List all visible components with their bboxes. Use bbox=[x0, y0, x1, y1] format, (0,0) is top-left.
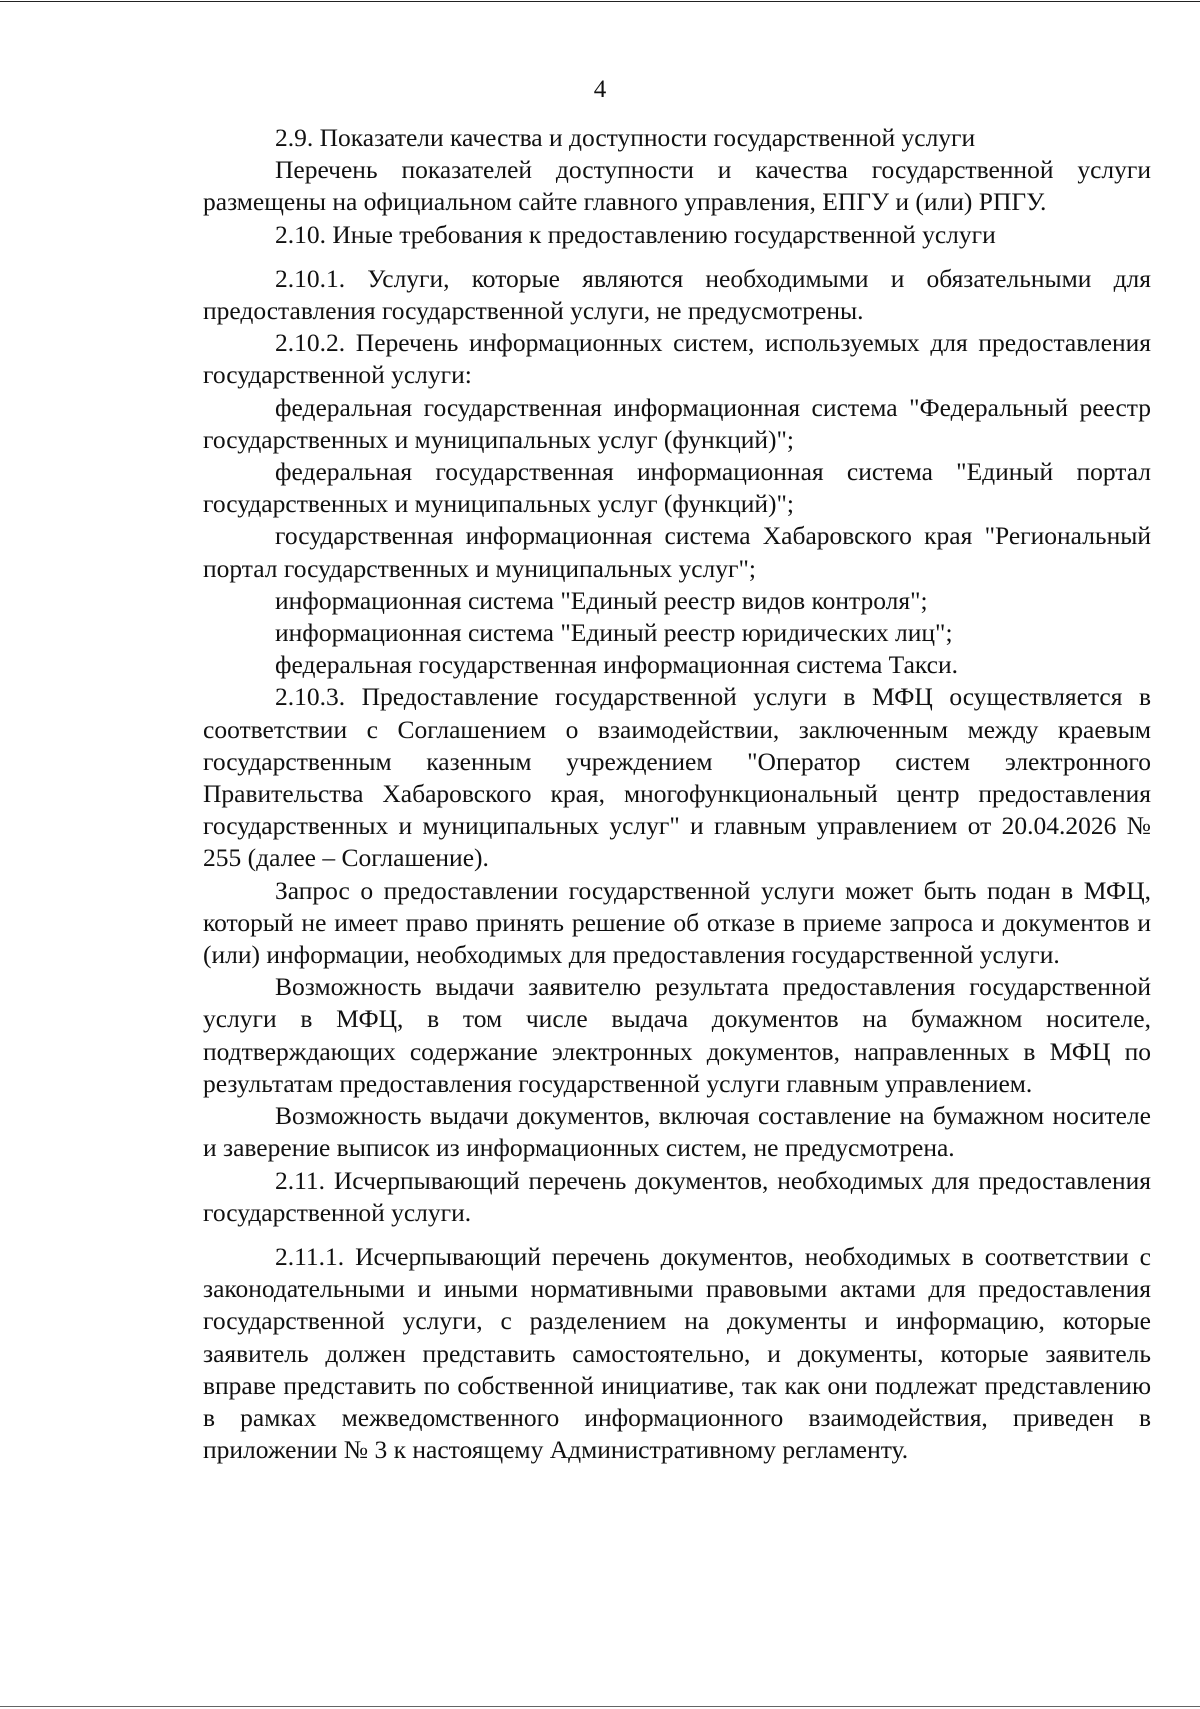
scan-edge-top bbox=[0, 1, 1200, 2]
list-item-control-registry: информационная система "Единый реестр видов контроля"; bbox=[275, 585, 928, 615]
document-body bbox=[203, 122, 1151, 1466]
scan-edge-bottom bbox=[0, 1706, 1200, 1707]
page-number: 4 bbox=[593, 76, 607, 103]
paragraph-2-10-3: 2.10.3. Предоставление государственной услуги в МФЦ осуществляется в соответствии с Соглашением о взаимодействии, заключенным между краевым государственным казенным учреждением "Оператор систем электронного Правительства Хабаровского края, многофункциональный центр предоставления государственных и муниципальных услуг" и главным управлением от 20.04.2026 № 255 (далее – Соглашение). bbox=[203, 682, 1151, 873]
paragraph-document-issuance: Возможность выдачи документов, включая составление на бумажном носителе и заверение выписок из информационных систем, не предусмотрена. bbox=[203, 1101, 1151, 1163]
paragraph-2-10-1: 2.10.1. Услуги, которые являются необходимыми и обязательными для предоставления государственной услуги, не предусмотрены. bbox=[203, 263, 1151, 326]
section-heading-2-10: 2.10. Иные требования к предоставлению государственной услуги bbox=[275, 219, 996, 249]
paragraph-mfc-result-issuance: Возможность выдачи заявителю результата предоставления государственной услуги в МФЦ, в том числе выдача документов на бумажном носителе, подтверждающих содержание электронных документов, направленных в МФЦ по результатам предоставления государственной услуги главным управлением. bbox=[203, 972, 1151, 1098]
paragraph-2-10-2: 2.10.2. Перечень информационных систем, используемых для предоставления государственной услуги: bbox=[203, 328, 1151, 390]
section-heading-2-9: 2.9. Показатели качества и доступности государственной услуги bbox=[275, 123, 976, 152]
list-item-federal-registry: федеральная государственная информационная система "Федеральный реестр государственных и муниципальных услуг (функций)"; bbox=[203, 392, 1151, 454]
paragraph-2-11-1: 2.11.1. Исчерпывающий перечень документов, необходимых в соответствии с законодательными и иными нормативными правовыми актами для предоставления государственной услуги, с разделением на документы и информацию, которые заявитель должен представить самостоятельно, и документы, которые заявитель вправе представить по собственной инициативе, так как они подлежат представлению в рамках межведомственного информационного взаимодействия, приведен в приложении № 3 к настоящему Административному регламенту. bbox=[203, 1241, 1151, 1465]
list-item-regional-portal: государственная информационная система Хабаровского края "Региональный портал государственных и муниципальных услуг"; bbox=[203, 521, 1151, 583]
paragraph-quality-indicators: Перечень показателей доступности и качества государственной услуги размещены на официальном сайте главного управления, ЕПГУ и (или) РПГУ. bbox=[203, 155, 1151, 217]
list-item-unified-portal: федеральная государственная информационная система "Единый портал государственных и муниципальных услуг (функций)"; bbox=[203, 457, 1151, 519]
paragraph-mfc-request: Запрос о предоставлении государственной услуги может быть подан в МФЦ, который не имеет право принять решение об отказе в приеме запроса и документов и (или) информации, необходимых для предоставления государственной услуги. bbox=[203, 875, 1151, 970]
list-item-taxi-system: федеральная государственная информационная система Такси. bbox=[275, 650, 958, 680]
section-heading-2-11: 2.11. Исчерпывающий перечень документов, необходимых для предоставления государственной услуги. bbox=[203, 1165, 1151, 1227]
list-item-legal-entities-registry: информационная система "Единый реестр юридических лиц"; bbox=[275, 618, 953, 648]
